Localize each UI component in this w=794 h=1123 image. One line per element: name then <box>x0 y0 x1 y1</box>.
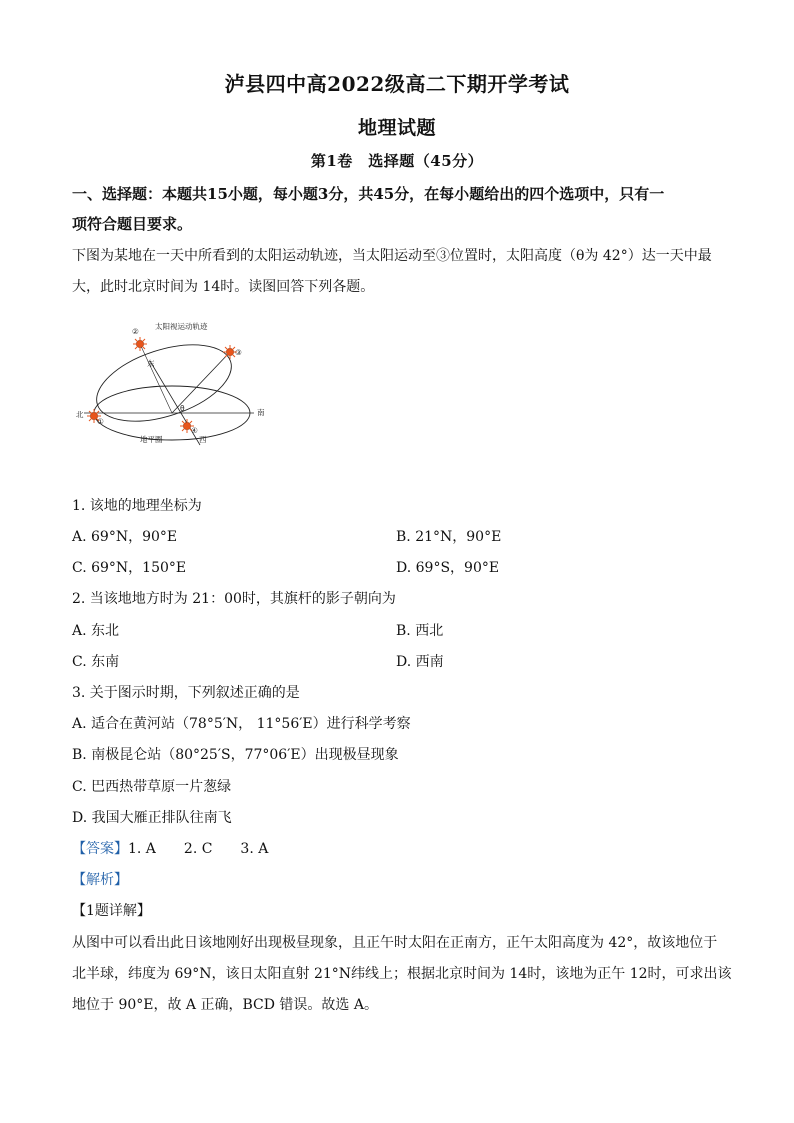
instructions-line-2: 项符合题目要求。 <box>72 215 193 233</box>
ray-2 <box>140 344 172 413</box>
analysis-label: 【解析】 <box>72 872 128 888</box>
question-3-stem: 3. 关于图示时期，下列叙述正确的是 <box>72 685 300 701</box>
question-1-option-a: A. 69°N，90°E <box>72 529 178 545</box>
question-2-option-c: C. 东南 <box>72 654 120 670</box>
label-east: 东 <box>147 359 155 368</box>
question-3-option-b: B. 南极昆仑站（80°25′S，77°06′E）出现极昼现象 <box>72 747 399 763</box>
sun-path-diagram <box>72 315 282 450</box>
question-1-option-c: C. 69°N，150°E <box>72 560 187 576</box>
answer-row <box>72 838 268 858</box>
question-1-option-b: B. 21°N，90°E <box>396 529 502 545</box>
sun-track <box>87 330 241 436</box>
section-heading: 第1卷 选择题（45分） <box>310 152 484 170</box>
stem-line-2: 大，此时北京时间为 14时。读图回答下列各题。 <box>72 279 375 295</box>
answer-label: 【答案】 <box>72 841 128 857</box>
question-2-option-a: A. 东北 <box>72 623 120 639</box>
label-horizon: 地平圈 <box>140 435 163 444</box>
analysis-line-1: 从图中可以看出此日该地刚好出现极昼现象，且正午时太阳在正南方，正午太阳高度为 42°，故该地位于 <box>72 935 718 951</box>
question-1-option-d: D. 69°S，90°E <box>396 560 500 576</box>
analysis-detail-label: 【1题详解】 <box>72 903 151 919</box>
subject-title: 地理试题 <box>357 117 436 139</box>
question-2-option-b: B. 西北 <box>396 623 444 639</box>
label-west: 西 <box>199 435 207 444</box>
label-marker-4: ④ <box>191 426 198 435</box>
label-south: 南 <box>257 408 265 417</box>
question-3-option-a: A. 适合在黄河站（78°5′N， 11°56′E）进行科学考察 <box>72 716 411 732</box>
label-marker-2: ② <box>132 327 139 336</box>
analysis-line-2: 北半球，纬度为 69°N，该日太阳直射 21°N纬线上；根据北京时间为 14时，该地为正午 12时，可求出该 <box>72 966 732 982</box>
label-theta: θ <box>180 404 185 413</box>
question-3-option-c: C. 巴西热带草原一片葱绿 <box>72 779 232 795</box>
question-1-stem: 1. 该地的地理坐标为 <box>72 498 202 514</box>
answer-text: 1. A 2. C 3. A <box>128 841 269 857</box>
label-north: 北 <box>76 410 84 419</box>
stem-line-1: 下图为某地在一天中所看到的太阳运动轨迹，当太阳运动至③位置时，太阳高度（θ为 42°）达一天中最 <box>72 248 712 264</box>
exam-title: 泸县四中高2022级高二下期开学考试 <box>224 72 570 96</box>
question-3-option-d: D. 我国大雁正排队往南飞 <box>72 810 232 826</box>
analysis-line-3: 地位于 90°E，故 A 正确，BCD 错误。故选 A。 <box>72 997 378 1013</box>
instructions-line-1: 一、选择题：本题共15小题，每小题3分，共45分，在每小题给出的四个选项中，只有一 <box>72 185 665 203</box>
sun-marker-2 <box>133 337 147 351</box>
question-2-option-d: D. 西南 <box>396 654 444 670</box>
question-2-stem: 2. 当该地地方时为 21：00时，其旗杆的影子朝向为 <box>72 591 396 607</box>
label-marker-1: ① <box>97 417 104 426</box>
label-marker-3: ③ <box>235 348 242 357</box>
label-sun-track: 太阳视运动轨迹 <box>155 322 208 331</box>
